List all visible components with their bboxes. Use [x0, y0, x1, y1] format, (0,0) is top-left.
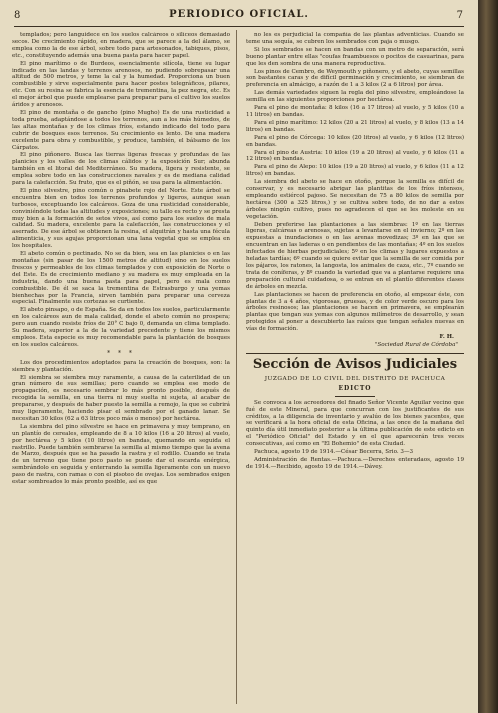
header-rule — [14, 26, 464, 27]
paragraph: El pino silvestre, pino común o pinabete rojo del Norte. Este árbol se encuentra bien en todos los terrenos profundos y ligeros, aunque sean turbosos, exceptuando los calcáreos. Goza de una rusticidad considerable, conviniéndole todas las altitudes y exposiciones; su tallo es recto y se presta muy bien a la formación de setos vivos, así como para los suelos de mala calidad. Su madera, excelente para la calefacción, las construcciones y el aserrado. De ese árbol se obtienen la resina, el alquitrán y hasta una fécula alimenticia, y sus agujas proporcionan una lana vegetal que se emplea en los hospitales. — [12, 187, 230, 250]
left-column — [12, 32, 230, 704]
short-rule — [335, 396, 375, 397]
paragraph: Para el pino marítimo: 12 kilos (20 a 21 litros) al vuelo, y 8 kilos (13 a 14 litros) en bandas. — [246, 119, 464, 133]
header-left-number: 8 — [14, 10, 22, 21]
court-name: JUZGADO DE LO CIVIL DEL DISTRITO DE PACHUCA — [264, 375, 446, 382]
paragraph: El pino piñonero. Busca las tierras ligeras frescas y profundas de las planicies y los valles de los climas cálidos y la exposición Sur; abunda también en el litoral del Mediterráneo. Su madera, ligera y resistente, se emplea sobre todo en las construcciones navales y es de mediana calidad para la calefacción. Su fruto, que es el piñón, se usa para la alimentación. — [12, 152, 230, 187]
paragraph: El pino marítimo o de Burdeos, esencialmente silícola, tiene su lugar indicado en las landas y terrenos arenosos, no pudiendo sobrepasar una altitud de 500 metros, y teme la cal y la humedad. Proporciona un buen combustible y sirve especialmente para hacer postes telegráficos, pilares, etc. Con su resina se fabrica la esencia de trementina, la pez negra, etc. Es el mejor árbol que puede emplearse para preparar para el cultivo los suelos áridos y arenosos. — [12, 60, 230, 109]
paragraph: El abeto pinsapo, o de España. Se da en todos los suelos, particularmente en los calcáreos aun de mala calidad, donde el abeto común no prospera; pero aun cuando resiste fríos de 20° C bajo 0, demanda un clima templado. Su madera, superior a la de la variedad precedente y tiene los mismos empleos. Esta especie es muy recomendable para la plantación de bosques en los suelos calcáreos. — [12, 307, 230, 348]
paragraph: La siembra del pino silvestre se hace en primavera y muy temprano, en un plantío de cereales, empleando de 8 a 10 kilos (16 a 20 litros) al vuelo, por hectárea y 5 kilos (10 litros) en bandas, quemando en seguida el rastrillo. Puede también sembrarse la semilla al mismo tiempo que la avena de Marzo, después que se ha pasado la rastra y el rodillo. Cuando se trata de un terreno que tiene poco pasto se puede dar el escarda enérgica, sembrándolo en seguida y enterrando la semilla ligeramente con un nuevo paso de rastra, con ramas o con el pisoteo de ovejas. Los sembrados exigen estar sombreados lo más pronto posible, así es que — [12, 423, 230, 486]
section-stars: * * * — [107, 349, 135, 357]
right-column — [246, 32, 464, 704]
notice-footer: Administración de Rentas.—Pachuca.—Derechos enteradaos, agosto 19 de 1914.—Recibido, agosto 19 de 1914.—Dávey. — [246, 456, 464, 470]
edicto-heading: EDICTO — [338, 384, 372, 392]
paragraph: Si los sembrados se hacen en bandas con un metro de separación, será bueno plantar entre ellas "coufas fraambuesos o pocitos de casuarinas, para que les den sombra de una manera reproductiva. — [246, 46, 464, 67]
paragraph: Para el pino de Austria: 10 kilos (19 a 20 litros) al vuelo, y 6 kilos (11 a 12 litros) en bandas. — [246, 149, 464, 163]
page-header — [14, 8, 464, 26]
book-binding-edge — [478, 0, 498, 713]
notice-body: Se convoca a los acreedores del finado Señor Vicente Aguilar vecino que fué de este Mineral, para que concurran con los justificantes de sus créditos, a la diligencia de inventario y avalúo de los bienes yacentes, que se verificará a la hora oficial de esta Oficina, a las once de la mañana del quinto día útil inmediato posterior a la última publicación de este edicto en el "Periódico Oficial" del Estado y en el que aparecerán tres veces consecutivas, así como en "El Bohemio" de esta Ciudad. — [246, 399, 464, 448]
author-society: "Sociedad Rural de Córdoba" — [374, 341, 458, 348]
avisos-section-title: Sección de Avisos Judiciales — [252, 356, 458, 372]
paragraph: Deben preferirse las plantaciones a las siembras: 1º en las tierras ligeras, calcáreas o arenosas, sujetas a levantarse en el invierno; 2º en las expuestas a inundaciones o en las arenas movedizas; 3º en las que se encuentran en las laderas o en pendientes de las montañas; 4º en los suelos infectados de hierbas perjudiciales; 5º en los climas y lugares expuestos a heladas tardías; 6º cuando se quiere evitar que la semilla de ser comida por los pájaros, los ratones, la langosta, los animales de caza, etc., 7º cuando se trata de coníferas, y 8º cuando la variedad que va a plantarse requiere una preparación cultural cuidadosa, o se entran en el plantío diferentes clases de árboles en mezcla. — [246, 221, 464, 290]
paragraph: El pino de montaña o de gancho (pino Mugho) Es de una rusticidad a toda prueba, adaptándose a todos los terrenos, aun a los más húmedos, de las altas montañas y de los climas fríos, estando indicado del todo para cubrir de bosques esos terrenos. Su crecimiento es lento. De una madera excelente para obra y combustible, y produce, también, el bálsamo de los Cárpatos. — [12, 109, 230, 151]
paragraph: Para el pino de Alepo: 10 kilos (19 a 20 litros) al vuelo, y 6 kilos (11 a 12 litros) en bandas. — [246, 164, 464, 178]
paragraph: no les es perjudicial la compañía de las plantas adventicias. Cuando se teme una sequía, se cubren los sembrados con paja o musgo. — [246, 32, 464, 45]
paragraph: Para el pino de montaña: 8 kilos (16 a 17 litros) al vuelo, y 5 kilos (10 a 11 litros) en bandas. — [246, 105, 464, 118]
paragraph: El abeto común o pectinado. No se da bien, sea en las planicies o en las montañas (sin pasar de los 1500 metros de altitud) sino en los suelos frescos y permeables de los climas templados y con exposición de Norte o del Este. Es de crecimiento mediano y su madera es muy empleada en la industria, dando una buena pasta para papel, pero es mala como combustible. De él se saca la trementina de Estrasburgo y una yemas bienhechas por la Francia, sirven también para preparar una cerveza especial. Finalmente sus cortezas se curtiente. — [12, 251, 230, 306]
periodical-title: PERIODICO OFICIAL. — [169, 9, 309, 20]
page-number: 7 — [456, 10, 464, 21]
author-initials: F. H. — [439, 334, 454, 341]
section-rule — [246, 353, 464, 354]
paragraph: Los pinos de Cembro, de Weymouth y piñonero, y el abeto, cuyas semillas son bastantes caras y de difícil germinación y crecimiento, se siembran de preferencia en almácigo, a razón de 1 a 3 kilos (2 a 6 litros) por área. — [246, 68, 464, 89]
paragraph: Los dos procedimientos adoptados para la creación de bosques, son: la siembra y plantación. — [12, 359, 230, 373]
paragraph: Para el pino de Córcega: 10 kilos (20 litros) al vuelo, y 6 kilos (12 litros) en bandas. — [246, 134, 464, 148]
column-divider — [236, 30, 237, 704]
paragraph: Las demás variedades siguen la regla del pino silvestre, empleándose la semilla en las siguientes proporciones por hectárea. — [246, 90, 464, 104]
paragraph: El siembra se siembra muy raramente, a causa de la caterilidad de un gran número de sus semillas; pero cuando se emplea ese modo de propagación, es necesario sembrar lo más pronto posible, después de recogida la semilla, en una tierra ni muy suelta ni sujeta, al acabar de prepararse, y después de haber puesto la semilla a remojo, la que se cubrirá muy ligeramente, haciendo pisar el sembrado por el ganado lanar. Se necesitan 30 kilos (62 a 63 litros poco más o menos) por hectárea. — [12, 374, 230, 422]
paragraph: Las plantaciones se hacen de preferencia en otoño, al empezar éste, con plantas de 3 a 4 años, vigorosas, gruesas, y de color verde oscuro para los árboles resinosos; las plantaciones se hacen en primavera, se emplearán plantas que tengan sus yemas con algunos milímetros de desarrollo, y sean protegidos al poner a descubierto las raíces que tengan señales nuevas en vías de formación. — [246, 291, 464, 333]
paragraph: La siembra del abeto se hace en otoño, porque la semilla es difícil de conservar, y es necesario abrigar las plantitas de los fríos intensos, empleando estiércol pajoso. Se necesitan de 75 a 80 kilos de semilla por hectárea (300 a 325 litros,) y se cultiva sobre todo, de no dar a estos árboles ningún cultivo, pues no agradecen el que se les moleste en su vegetación. — [246, 179, 464, 220]
paragraph: templados; pero languidece en los suelos calcáreos o silíceos demasiado secos. De crecimiento rápido, en madera, que se parece a la del álamo, se emplea como la de ese árbol, sobre todo para artesonados, tabiques, pisos, etc., constituyendo además una buena pasta para hacer papel. — [12, 32, 230, 59]
notice-date: Pachuca, agosto 19 de 1914.—César Becerra, Srio. 3—3 — [254, 449, 414, 456]
